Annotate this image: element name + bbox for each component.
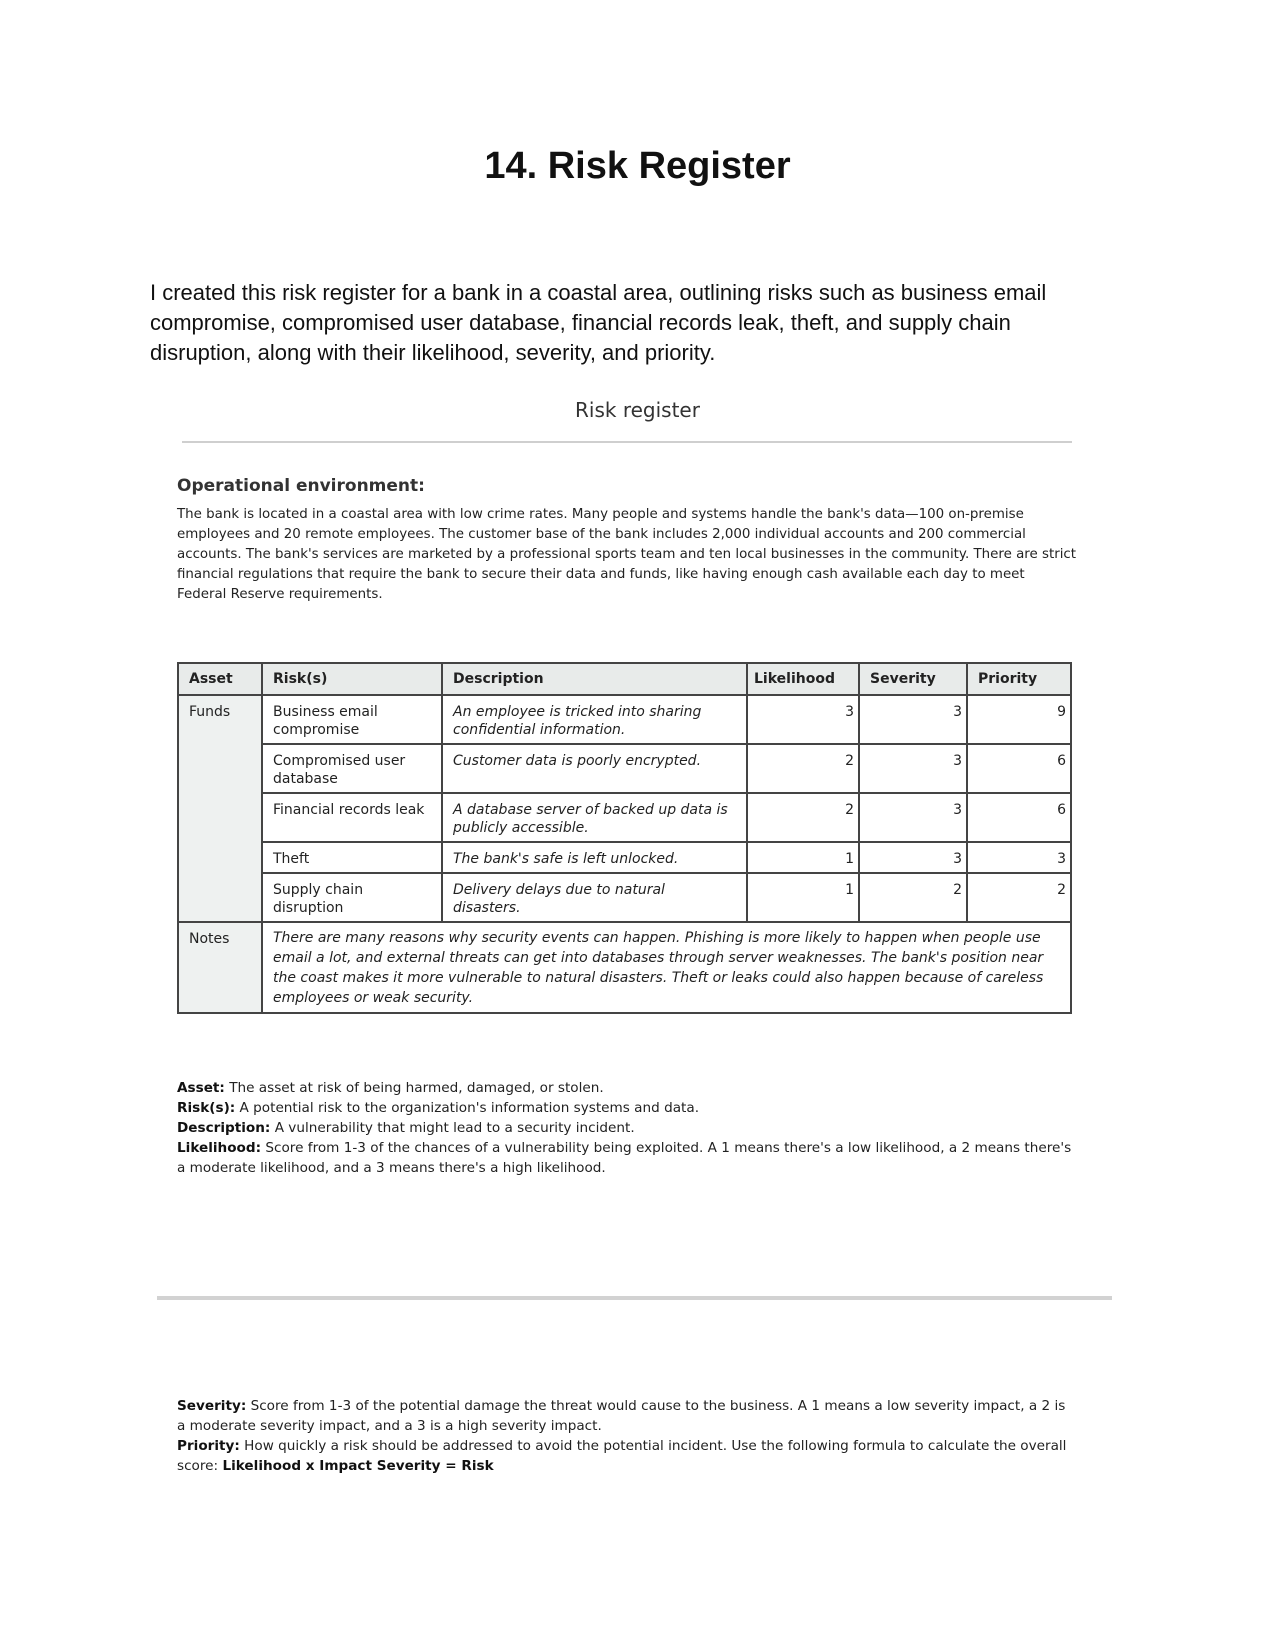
term-priority: Priority:	[177, 1438, 240, 1454]
risk-register-title: Risk register	[575, 398, 700, 422]
header-description: Description	[442, 663, 747, 695]
table-row	[178, 873, 1071, 922]
likelihood-cell: 2	[747, 744, 859, 793]
header-severity: Severity	[859, 663, 967, 695]
definition-description	[177, 1118, 1077, 1138]
term-risk: Risk(s):	[177, 1100, 236, 1116]
text-priority: How quickly a risk should be addressed to avoid the potential incident. Use the following formula to calculate the overall score:	[177, 1438, 1067, 1474]
definition-likelihood	[177, 1138, 1077, 1178]
table-row	[178, 744, 1071, 793]
description-cell: The bank's safe is left unlocked.	[442, 842, 747, 873]
asset-cell: Funds	[178, 695, 262, 922]
likelihood-cell: 1	[747, 873, 859, 922]
operational-environment-heading: Operational environment:	[177, 476, 425, 496]
priority-formula: Likelihood x Impact Severity = Risk	[222, 1458, 494, 1474]
severity-cell: 3	[859, 744, 967, 793]
header-risk: Risk(s)	[262, 663, 442, 695]
page-title: 14. Risk Register	[484, 145, 791, 187]
risk-cell: Business email compromise	[262, 695, 442, 744]
divider	[157, 1296, 1112, 1300]
text-likelihood: Score from 1-3 of the chances of a vulnerability being exploited. A 1 means there's a low likelihood, a 2 means there's a moderate likelihood, and a 3 means there's a high likelihood.	[177, 1140, 1072, 1176]
text-asset: The asset at risk of being harmed, damaged, or stolen.	[229, 1080, 604, 1096]
severity-cell: 3	[859, 695, 967, 744]
risk-cell: Supply chain disruption	[262, 873, 442, 922]
table-header-row	[178, 663, 1071, 695]
definitions-bottom	[177, 1396, 1077, 1476]
description-cell: Delivery delays due to natural disasters.	[442, 873, 747, 922]
definition-risk	[177, 1098, 1077, 1118]
term-description: Description:	[177, 1120, 271, 1136]
priority-cell: 2	[967, 873, 1071, 922]
table-row	[178, 793, 1071, 842]
risk-cell: Compromised user database	[262, 744, 442, 793]
likelihood-cell: 1	[747, 842, 859, 873]
priority-cell: 6	[967, 793, 1071, 842]
priority-cell: 6	[967, 744, 1071, 793]
description-cell: An employee is tricked into sharing confidential information.	[442, 695, 747, 744]
intro-paragraph: I created this risk register for a bank in a coastal area, outlining risks such as business email compromise, compromised user database, financial records leak, theft, and supply chain disruption, along with their likelihood, severity, and priority.	[150, 280, 1047, 365]
text-risk: A potential risk to the organization's information systems and data.	[239, 1100, 700, 1116]
text-severity: Score from 1-3 of the potential damage the threat would cause to the business. A 1 means a low severity impact, a 2 is a moderate severity impact, and a 3 is a high severity impact.	[177, 1398, 1066, 1434]
likelihood-cell: 3	[747, 695, 859, 744]
priority-cell: 9	[967, 695, 1071, 744]
operational-environment-text: The bank is located in a coastal area with low crime rates. Many people and systems handle the bank's data—100 on-premise employees and 20 remote employees. The customer base of the bank includes 2,000 individual accounts and 200 commercial accounts. The bank's services are marketed by a professional sports team and ten local businesses in the community. There are strict financial regulations that require the bank to secure their data and funds, like having enough cash available each day to meet Federal Reserve requirements.	[177, 507, 1077, 602]
term-severity: Severity:	[177, 1398, 247, 1414]
header-asset: Asset	[178, 663, 262, 695]
notes-row	[178, 922, 1071, 1013]
table-row	[178, 842, 1071, 873]
term-asset: Asset:	[177, 1080, 225, 1096]
definitions-top	[177, 1078, 1077, 1178]
description-cell: A database server of backed up data is publicly accessible.	[442, 793, 747, 842]
table-row	[178, 695, 1071, 744]
notes-label: Notes	[178, 922, 262, 1013]
description-cell: Customer data is poorly encrypted.	[442, 744, 747, 793]
term-likelihood: Likelihood:	[177, 1140, 262, 1156]
divider	[182, 441, 1072, 443]
risk-cell: Theft	[262, 842, 442, 873]
definition-priority	[177, 1436, 1077, 1476]
text-description: A vulnerability that might lead to a security incident.	[274, 1120, 635, 1136]
severity-cell: 2	[859, 873, 967, 922]
severity-cell: 3	[859, 793, 967, 842]
risk-cell: Financial records leak	[262, 793, 442, 842]
definition-asset	[177, 1078, 1077, 1098]
risk-register-table	[177, 662, 1072, 1014]
priority-cell: 3	[967, 842, 1071, 873]
definition-severity	[177, 1396, 1077, 1436]
severity-cell: 3	[859, 842, 967, 873]
header-priority: Priority	[967, 663, 1071, 695]
notes-text: There are many reasons why security events can happen. Phishing is more likely to happen when people use email a lot, and external threats can get into databases through server weaknesses. The bank's position near the coast makes it more vulnerable to natural disasters. Theft or leaks could also happen because of careless employees or weak security.	[262, 922, 1071, 1013]
likelihood-cell: 2	[747, 793, 859, 842]
header-likelihood: Likelihood	[747, 663, 859, 695]
